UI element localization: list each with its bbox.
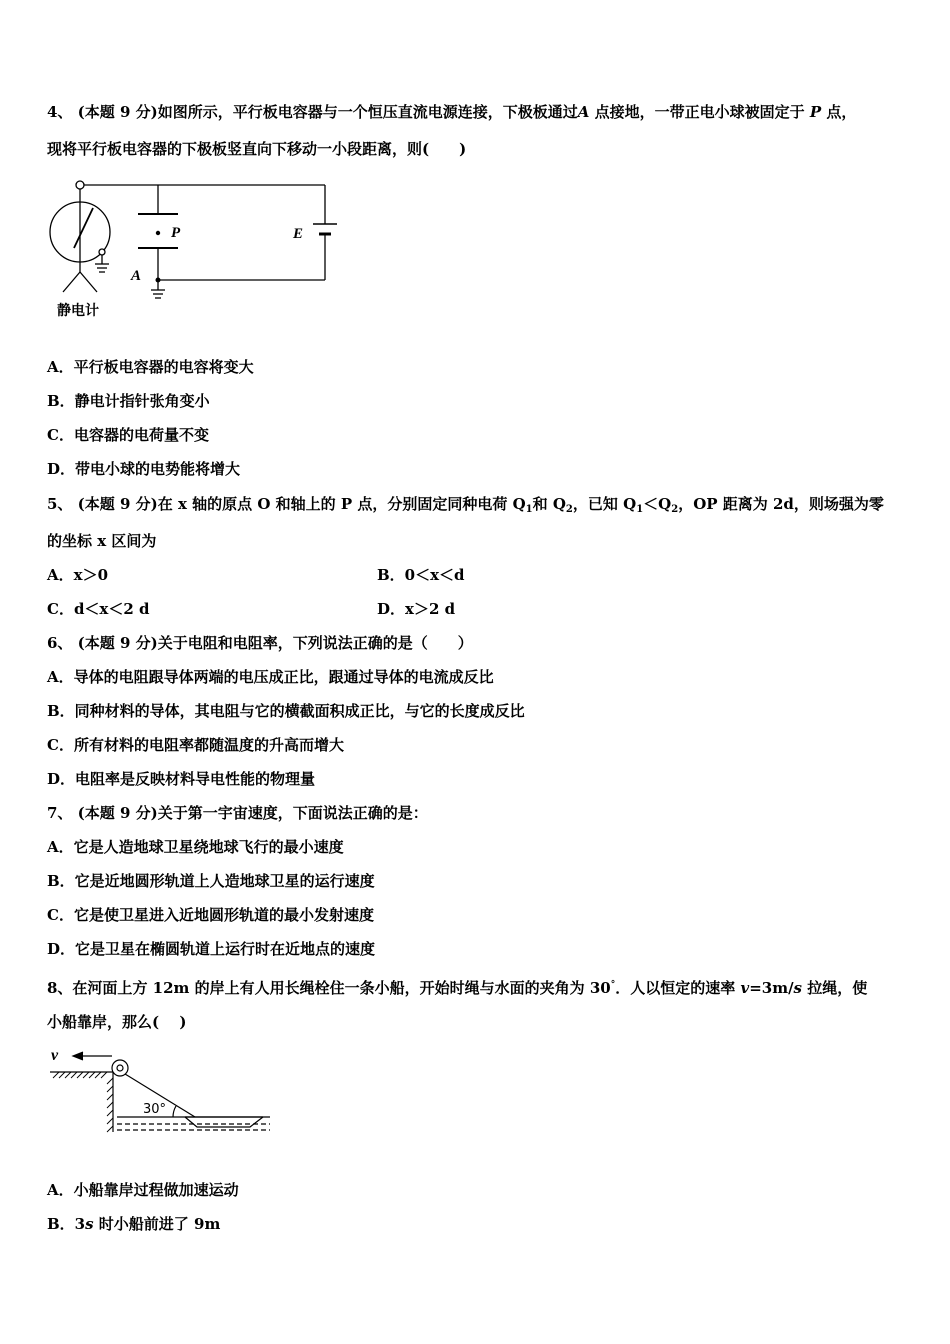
q7-option-d: D．它是卫星在椭圆轨道上运行时在近地点的速度: [47, 940, 376, 958]
q7-option-c: C．它是使卫星进入近地圆形轨道的最小发射速度: [47, 906, 374, 924]
q6-option-b: B．同种材料的导体，其电阻与它的横截面积成正比，与它的长度成反比: [47, 702, 525, 720]
q6-option-a: A．导体的电阻跟导体两端的电压成正比，跟通过导体的电流成反比: [47, 668, 494, 686]
q5-option-a: A．x＞0: [47, 566, 109, 584]
q4-stem-line2: 现将平行板电容器的下极板竖直向下移动一小段距离，则( ): [47, 140, 467, 158]
q6-stem: 6、 (本题 9 分)关于电阻和电阻率，下列说法正确的是（ ）: [47, 634, 473, 652]
q4-label-meter: 静电计: [57, 303, 99, 319]
q4-option-a: A．平行板电容器的电容将变大: [47, 358, 254, 376]
q8-option-a: A．小船靠岸过程做加速运动: [47, 1181, 239, 1199]
q8-stem-line1: 8、在河面上方 12m 的岸上有人用长绳栓住一条小船，开始时绳与水面的夹角为 30°．人以恒定的速率 v=3m/s 拉绳，使: [47, 979, 868, 997]
q7-option-a: A．它是人造地球卫星绕地球飞行的最小速度: [47, 838, 344, 856]
q5-option-d: D．x＞2 d: [377, 600, 456, 618]
q4-label-p: P: [171, 225, 181, 241]
q6-option-c: C．所有材料的电阻率都随温度的升高而增大: [47, 736, 344, 754]
q4-label-a: A: [131, 268, 142, 284]
q7-stem: 7、 (本题 9 分)关于第一宇宙速度，下面说法正确的是：: [47, 804, 428, 822]
q6-option-d: D．电阻率是反映材料导电性能的物理量: [47, 770, 316, 788]
q8-option-b: B．3s 时小船前进了 9m: [47, 1215, 221, 1233]
q8-stem-line2: 小船靠岸，那么( ): [47, 1013, 187, 1031]
q4-stem-line1: 4、 (本题 9 分)如图所示，平行板电容器与一个恒压直流电源连接，下极板通过A 点接地，一带正电小球被固定于 P 点，: [47, 103, 857, 121]
q5-option-b: B．0＜x＜d: [377, 566, 465, 584]
q5-option-c: C．d＜x＜2 d: [47, 600, 150, 618]
q4-option-d: D．带电小球的电势能将增大: [47, 460, 241, 478]
q8-label-angle: 30°: [143, 1102, 167, 1117]
q5-stem-line2: 的坐标 x 区间为: [47, 532, 157, 550]
q4-option-c: C．电容器的电荷量不变: [47, 426, 209, 444]
q4-circuit-figure: [45, 170, 345, 325]
q5-stem-line1: 5、 (本题 9 分)在 x 轴的原点 O 和轴上的 P 点，分别固定同种电荷 $Q_1$和 $Q_2$，已知 $Q_1<Q_2$，OP 距离为 2d，则场强为零: [47, 495, 884, 515]
q8-label-v: v: [51, 1047, 59, 1064]
q7-option-b: B．它是近地圆形轨道上人造地球卫星的运行速度: [47, 872, 375, 890]
q4-option-b: B．静电计指针张角变小: [47, 392, 210, 410]
q8-boat-figure: [45, 1040, 275, 1140]
q4-label-e: E: [293, 226, 304, 242]
